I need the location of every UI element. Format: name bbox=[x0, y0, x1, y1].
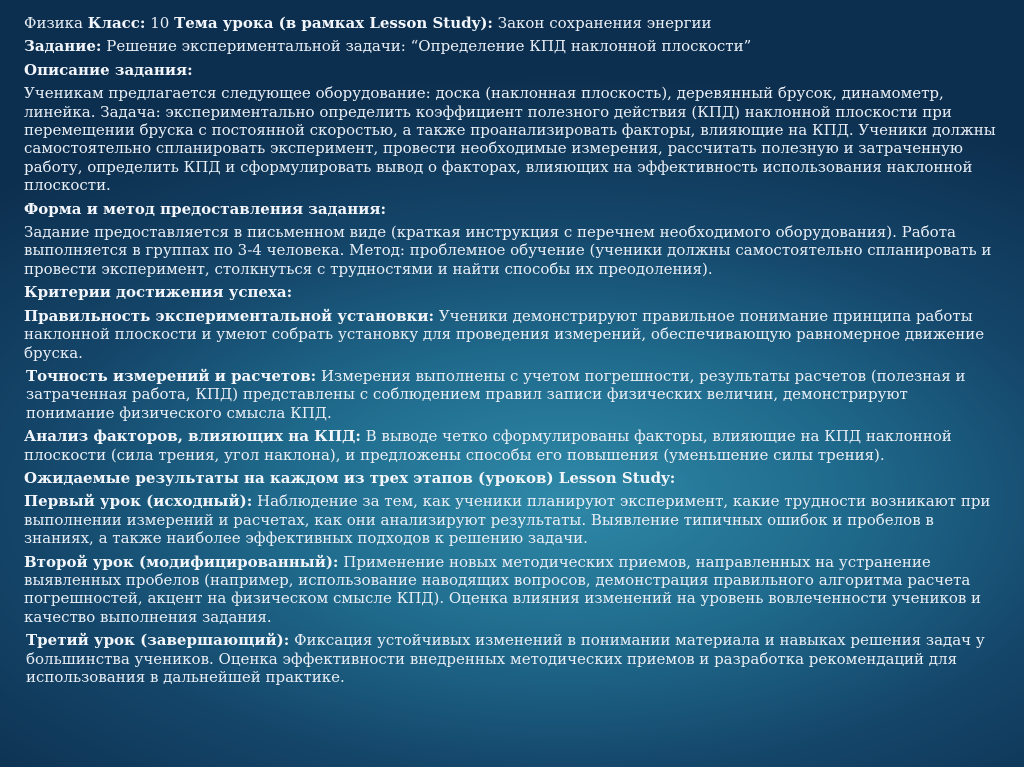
results-item-third bbox=[24, 631, 996, 686]
form-heading-text: Форма и метод предоставления задания: bbox=[24, 199, 386, 218]
task-value: Решение экспериментальной задачи: “Определение КПД наклонной плоскости” bbox=[101, 37, 752, 56]
description-heading-text: Описание задания: bbox=[24, 60, 193, 79]
form-text: Задание предоставляется в письменном виде (краткая инструкция с перечнем необходимого оборудования). Работа выполняется в группах по 3-4 человека. Метод: проблемное обучение (ученики должны самостоятельно спланировать и провести эксперимент, столкнуться с трудностями и найти способы их преодоления). bbox=[24, 223, 992, 278]
results-item-label: Первый урок (исходный): bbox=[24, 492, 253, 511]
description-heading bbox=[24, 61, 996, 79]
criteria-item-text: В выводе четко сформулированы факторы, влияющие на КПД наклонной плоскости (сила трения, угол наклона), и предложены способы его повышения (уменьшение силы трения). bbox=[24, 427, 952, 464]
results-item-text: Наблюдение за тем, как ученики планируют эксперимент, какие трудности возникают при выполнении измерений и расчетах, как они анализируют результаты. Выявление типичных ошибок и пробелов в знаниях, а также наиболее эффективных подходов к решению задачи. bbox=[24, 492, 991, 548]
results-item-first bbox=[24, 492, 996, 547]
task-label: Задание: bbox=[24, 37, 102, 56]
criteria-heading bbox=[24, 283, 996, 301]
results-item-text: Фиксация устойчивых изменений в понимании материала и навыках решения задач у большинства учеников. Оценка эффективности внедренных методических приемов и разработка рекомендаций для использования в дальнейшей практике. bbox=[26, 631, 985, 686]
results-heading-text: Ожидаемые результаты на каждом из трех этапов (уроков) Lesson Study: bbox=[24, 468, 676, 487]
criteria-item-text: Измерения выполнены с учетом погрешности, результаты расчетов (полезная и затраченная работа, КПД) представлены с соблюдением правил записи физических величин, демонстрируют понимание физического смысла КПД. bbox=[26, 366, 966, 422]
task-line bbox=[24, 37, 996, 55]
subject-label: Физика bbox=[24, 14, 88, 32]
criteria-item-analysis bbox=[24, 427, 996, 464]
criteria-item-label: Точность измерений и расчетов: bbox=[26, 366, 317, 385]
form-heading bbox=[24, 200, 996, 218]
results-item-label: Третий урок (завершающий): bbox=[26, 631, 290, 650]
results-item-text: Применение новых методических приемов, направленных на устранение выявленных пробелов (например, использование наводящих вопросов, демонстрация правильного алгоритма расчета погрешностей, акцент на физическом смысле КПД). Оценка влияния изменений на уровень вовлеченности учеников и качество выполнения задания. bbox=[24, 552, 982, 626]
criteria-item-setup bbox=[24, 307, 996, 362]
criteria-item-accuracy bbox=[24, 367, 996, 422]
criteria-item-text: Ученики демонстрируют правильное понимание принципа работы наклонной плоскости и умеют собрать установку для проведения измерений, обеспечивающую равномерное движение бруска. bbox=[24, 306, 985, 362]
criteria-item-label: Анализ факторов, влияющих на КПД: bbox=[24, 427, 361, 446]
results-item-second bbox=[24, 553, 996, 627]
criteria-item-label: Правильность экспериментальной установки: bbox=[24, 306, 435, 325]
class-label: Класс: bbox=[87, 14, 146, 32]
topic-value: Закон сохранения энергии bbox=[492, 14, 712, 32]
description-text: Ученикам предлагается следующее оборудование: доска (наклонная плоскость), деревянный брусок, динамометр, линейка. Задача: экспериментально определить коэффициент полезного действия (КПД) наклонной плоскости при перемещении бруска с постоянной скоростью, а также проанализировать факторы, влияющие на КПД. Ученики должны самостоятельно спланировать эксперимент, провести необходимые измерения, рассчитать полезную и затраченную работу, определить КПД и сформулировать вывод о факторах, влияющих на эффективность использования наклонной плоскости. bbox=[24, 84, 996, 195]
results-heading bbox=[24, 469, 996, 487]
class-value: 10 bbox=[145, 14, 175, 32]
criteria-heading-text: Критерии достижения успеха: bbox=[24, 283, 293, 302]
results-item-label: Второй урок (модифицированный): bbox=[24, 552, 339, 571]
header-line bbox=[24, 14, 996, 32]
topic-label: Тема урока (в рамках Lesson Study): bbox=[174, 14, 493, 32]
